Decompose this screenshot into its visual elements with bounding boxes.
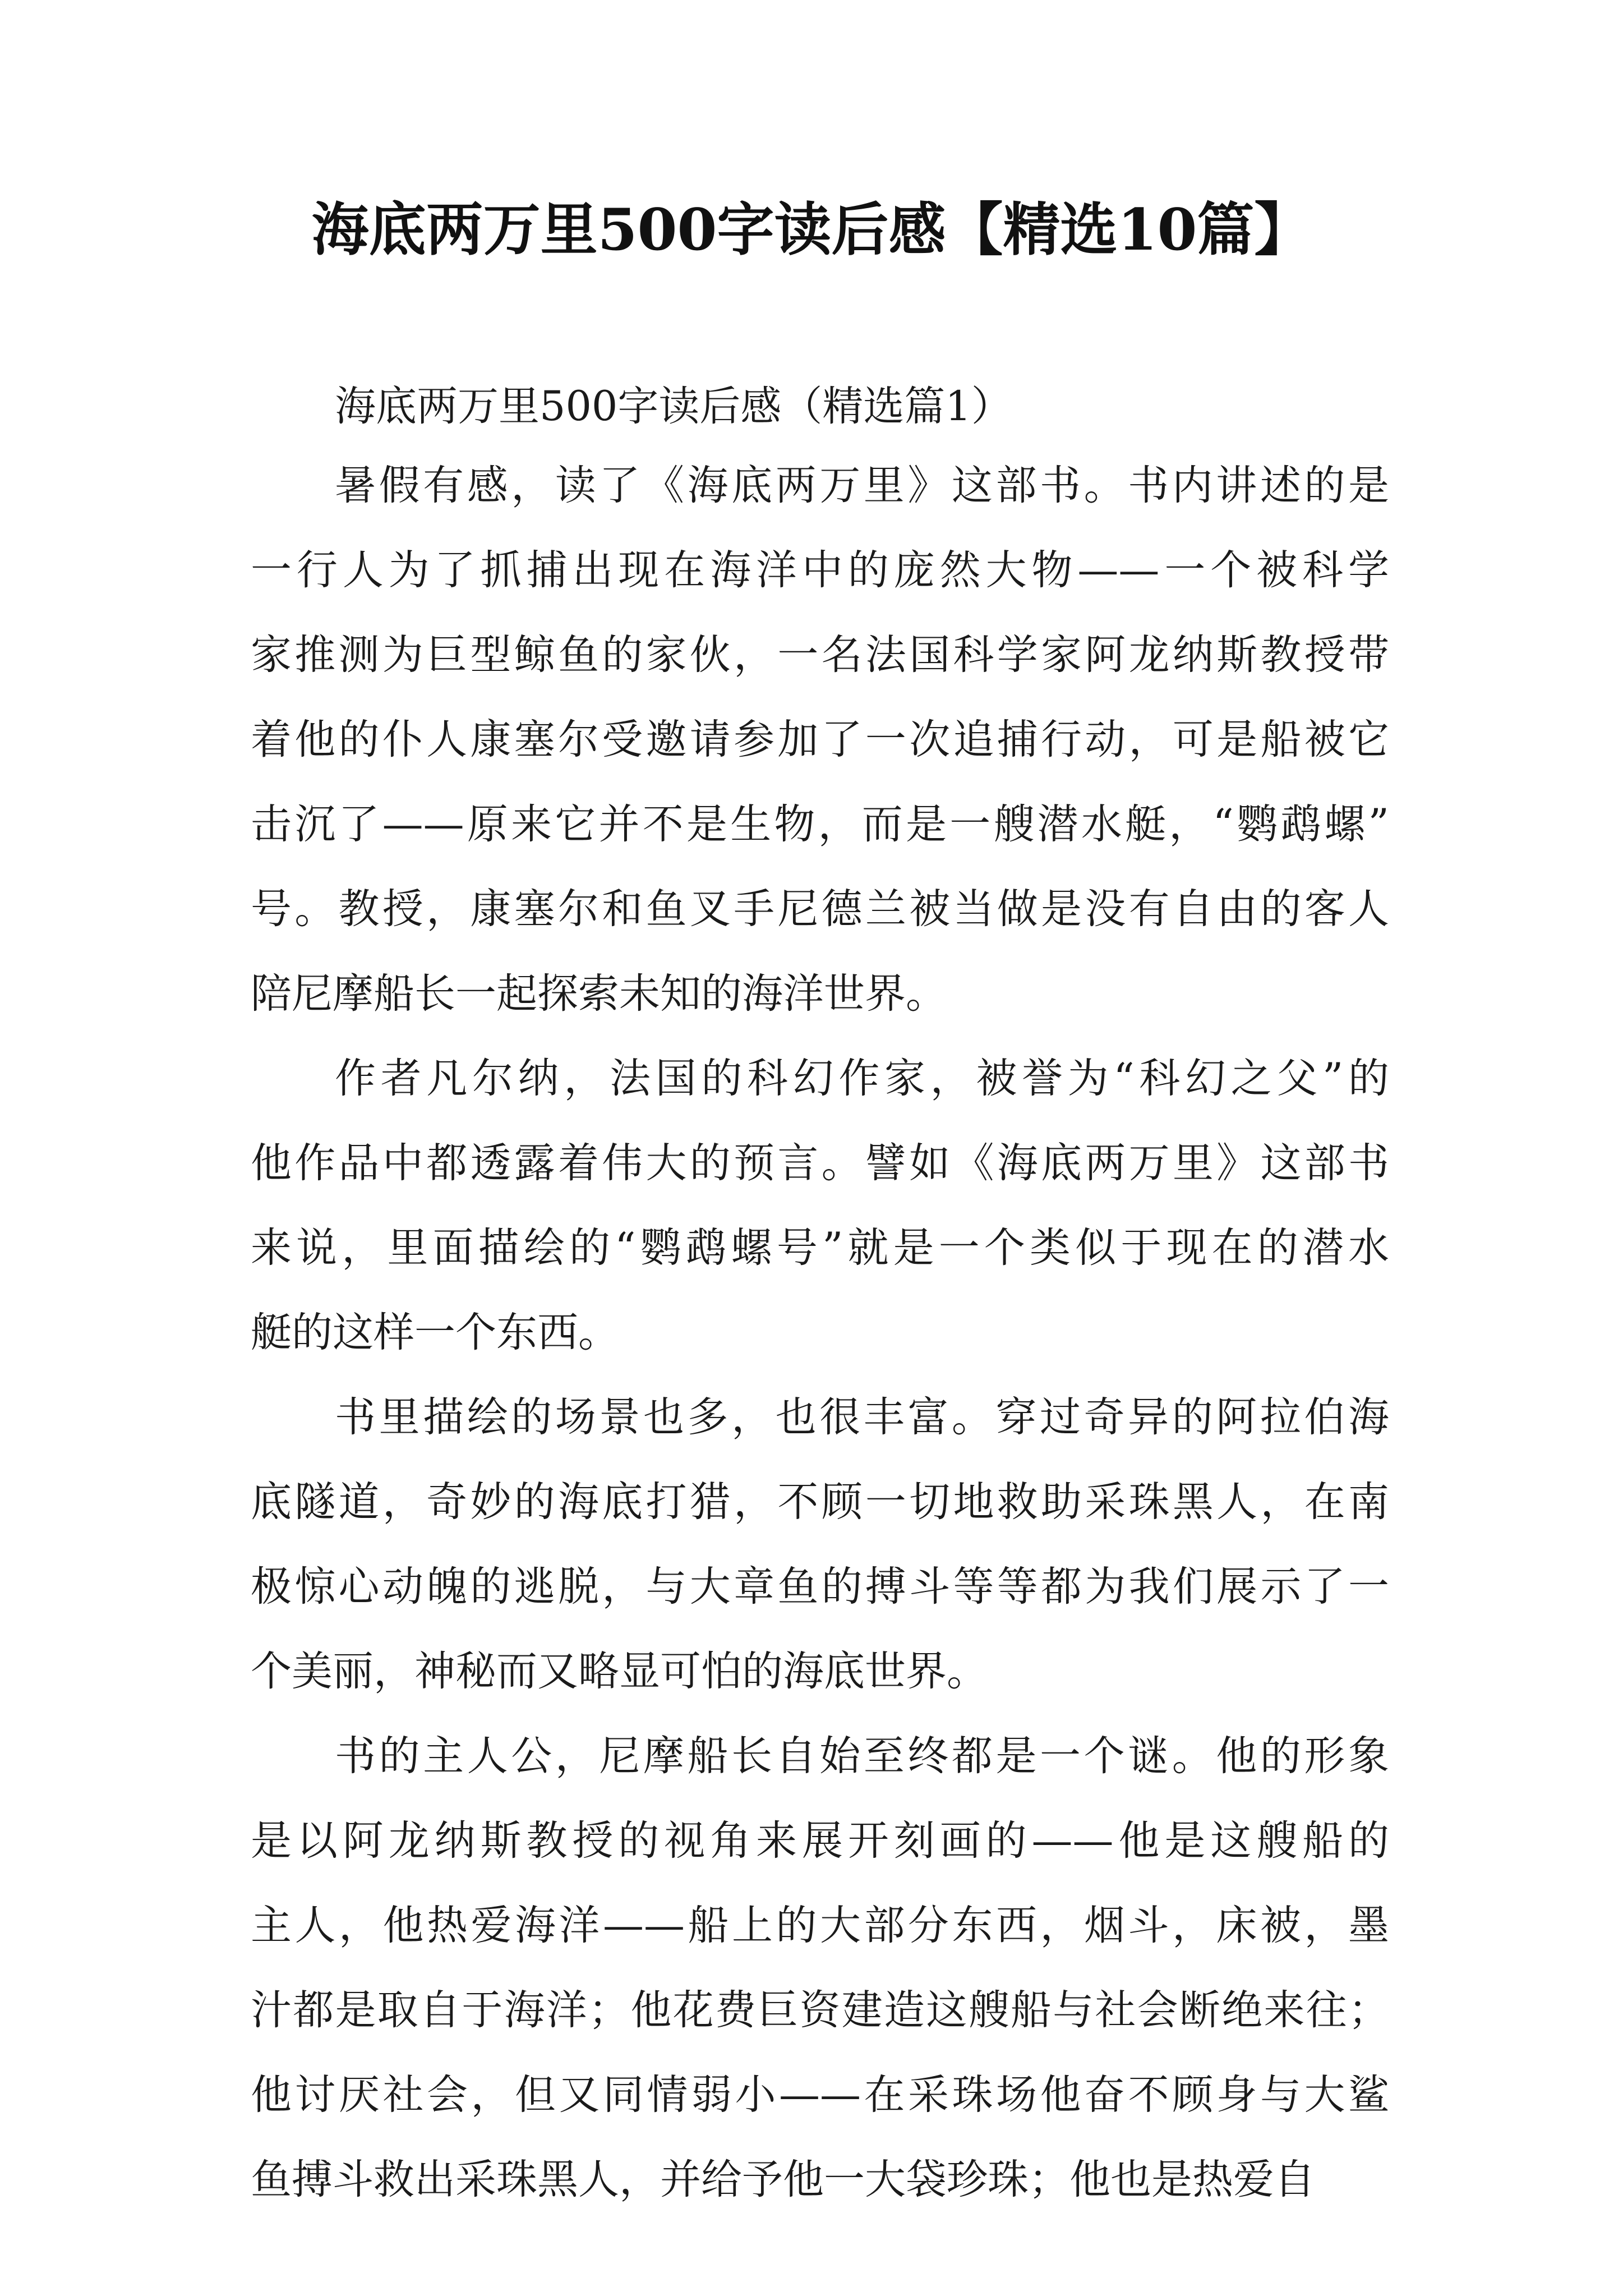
paragraph-line: 击沉了——原来它并不是生物，而是一艘潜水艇，“鹦鹉螺” [251, 800, 1389, 848]
paragraph-line: 主人，他热爱海洋——船上的大部分东西，烟斗，床被，墨 [251, 1902, 1389, 1949]
paragraph [251, 1036, 1389, 1375]
paragraph-line: 他作品中都透露着伟大的预言。譬如《海底两万里》这部书 [251, 1139, 1389, 1187]
document-title: 海底两万里500字读后感【精选10篇】 [311, 196, 1312, 264]
paragraph [251, 1375, 1389, 1714]
paragraph-line: 书里描绘的场景也多，也很丰富。穿过奇异的阿拉伯海 [335, 1393, 1389, 1441]
paragraph-line: 号。教授，康塞尔和鱼叉手尼德兰被当做是没有自由的客人 [251, 885, 1389, 933]
paragraph-line: 鱼搏斗救出采珠黑人，并给予他一大袋珍珠；他也是热爱自 [251, 2156, 1315, 2203]
paragraph-line: 暑假有感，读了《海底两万里》这部书。书内讲述的是 [335, 462, 1389, 509]
paragraph-line: 陪尼摩船长一起探索未知的海洋世界。 [251, 970, 947, 1018]
section-heading: 海底两万里500字读后感（精选篇1） [335, 383, 1012, 430]
document-body [251, 370, 1389, 2222]
paragraph-line: 家推测为巨型鲸鱼的家伙，一名法国科学家阿龙纳斯教授带 [251, 631, 1389, 679]
paragraph-line: 个美丽，神秘而又略显可怕的海底世界。 [251, 1648, 988, 1695]
paragraph [251, 443, 1389, 1036]
paragraph-line: 书的主人公，尼摩船长自始至终都是一个谜。他的形象 [335, 1732, 1389, 1780]
paragraph-line: 底隧道，奇妙的海底打猎，不顾一切地救助采珠黑人，在南 [251, 1478, 1389, 1526]
paragraph-list [251, 443, 1389, 2222]
paragraph-line: 他讨厌社会，但又同情弱小——在采珠场他奋不顾身与大鲨 [251, 2071, 1389, 2119]
paragraph-line: 是以阿龙纳斯教授的视角来展开刻画的——他是这艘船的 [251, 1817, 1389, 1865]
paragraph-line: 艇的这样一个东西。 [251, 1309, 619, 1356]
paragraph-line: 着他的仆人康塞尔受邀请参加了一次追捕行动，可是船被它 [251, 716, 1389, 763]
paragraph-line: 作者凡尔纳，法国的科幻作家，被誉为“科幻之父”的 [335, 1055, 1389, 1102]
paragraph-line: 来说，里面描绘的“鹦鹉螺号”就是一个类似于现在的潜水 [251, 1224, 1389, 1272]
paragraph-line: 极惊心动魄的逃脱，与大章鱼的搏斗等等都为我们展示了一 [251, 1563, 1389, 1611]
paragraph-line: 一行人为了抓捕出现在海洋中的庞然大物——一个被科学 [251, 546, 1389, 594]
paragraph-line: 汁都是取自于海洋；他花费巨资建造这艘船与社会断绝来往； [251, 1986, 1389, 2034]
paragraph [251, 1714, 1389, 2222]
